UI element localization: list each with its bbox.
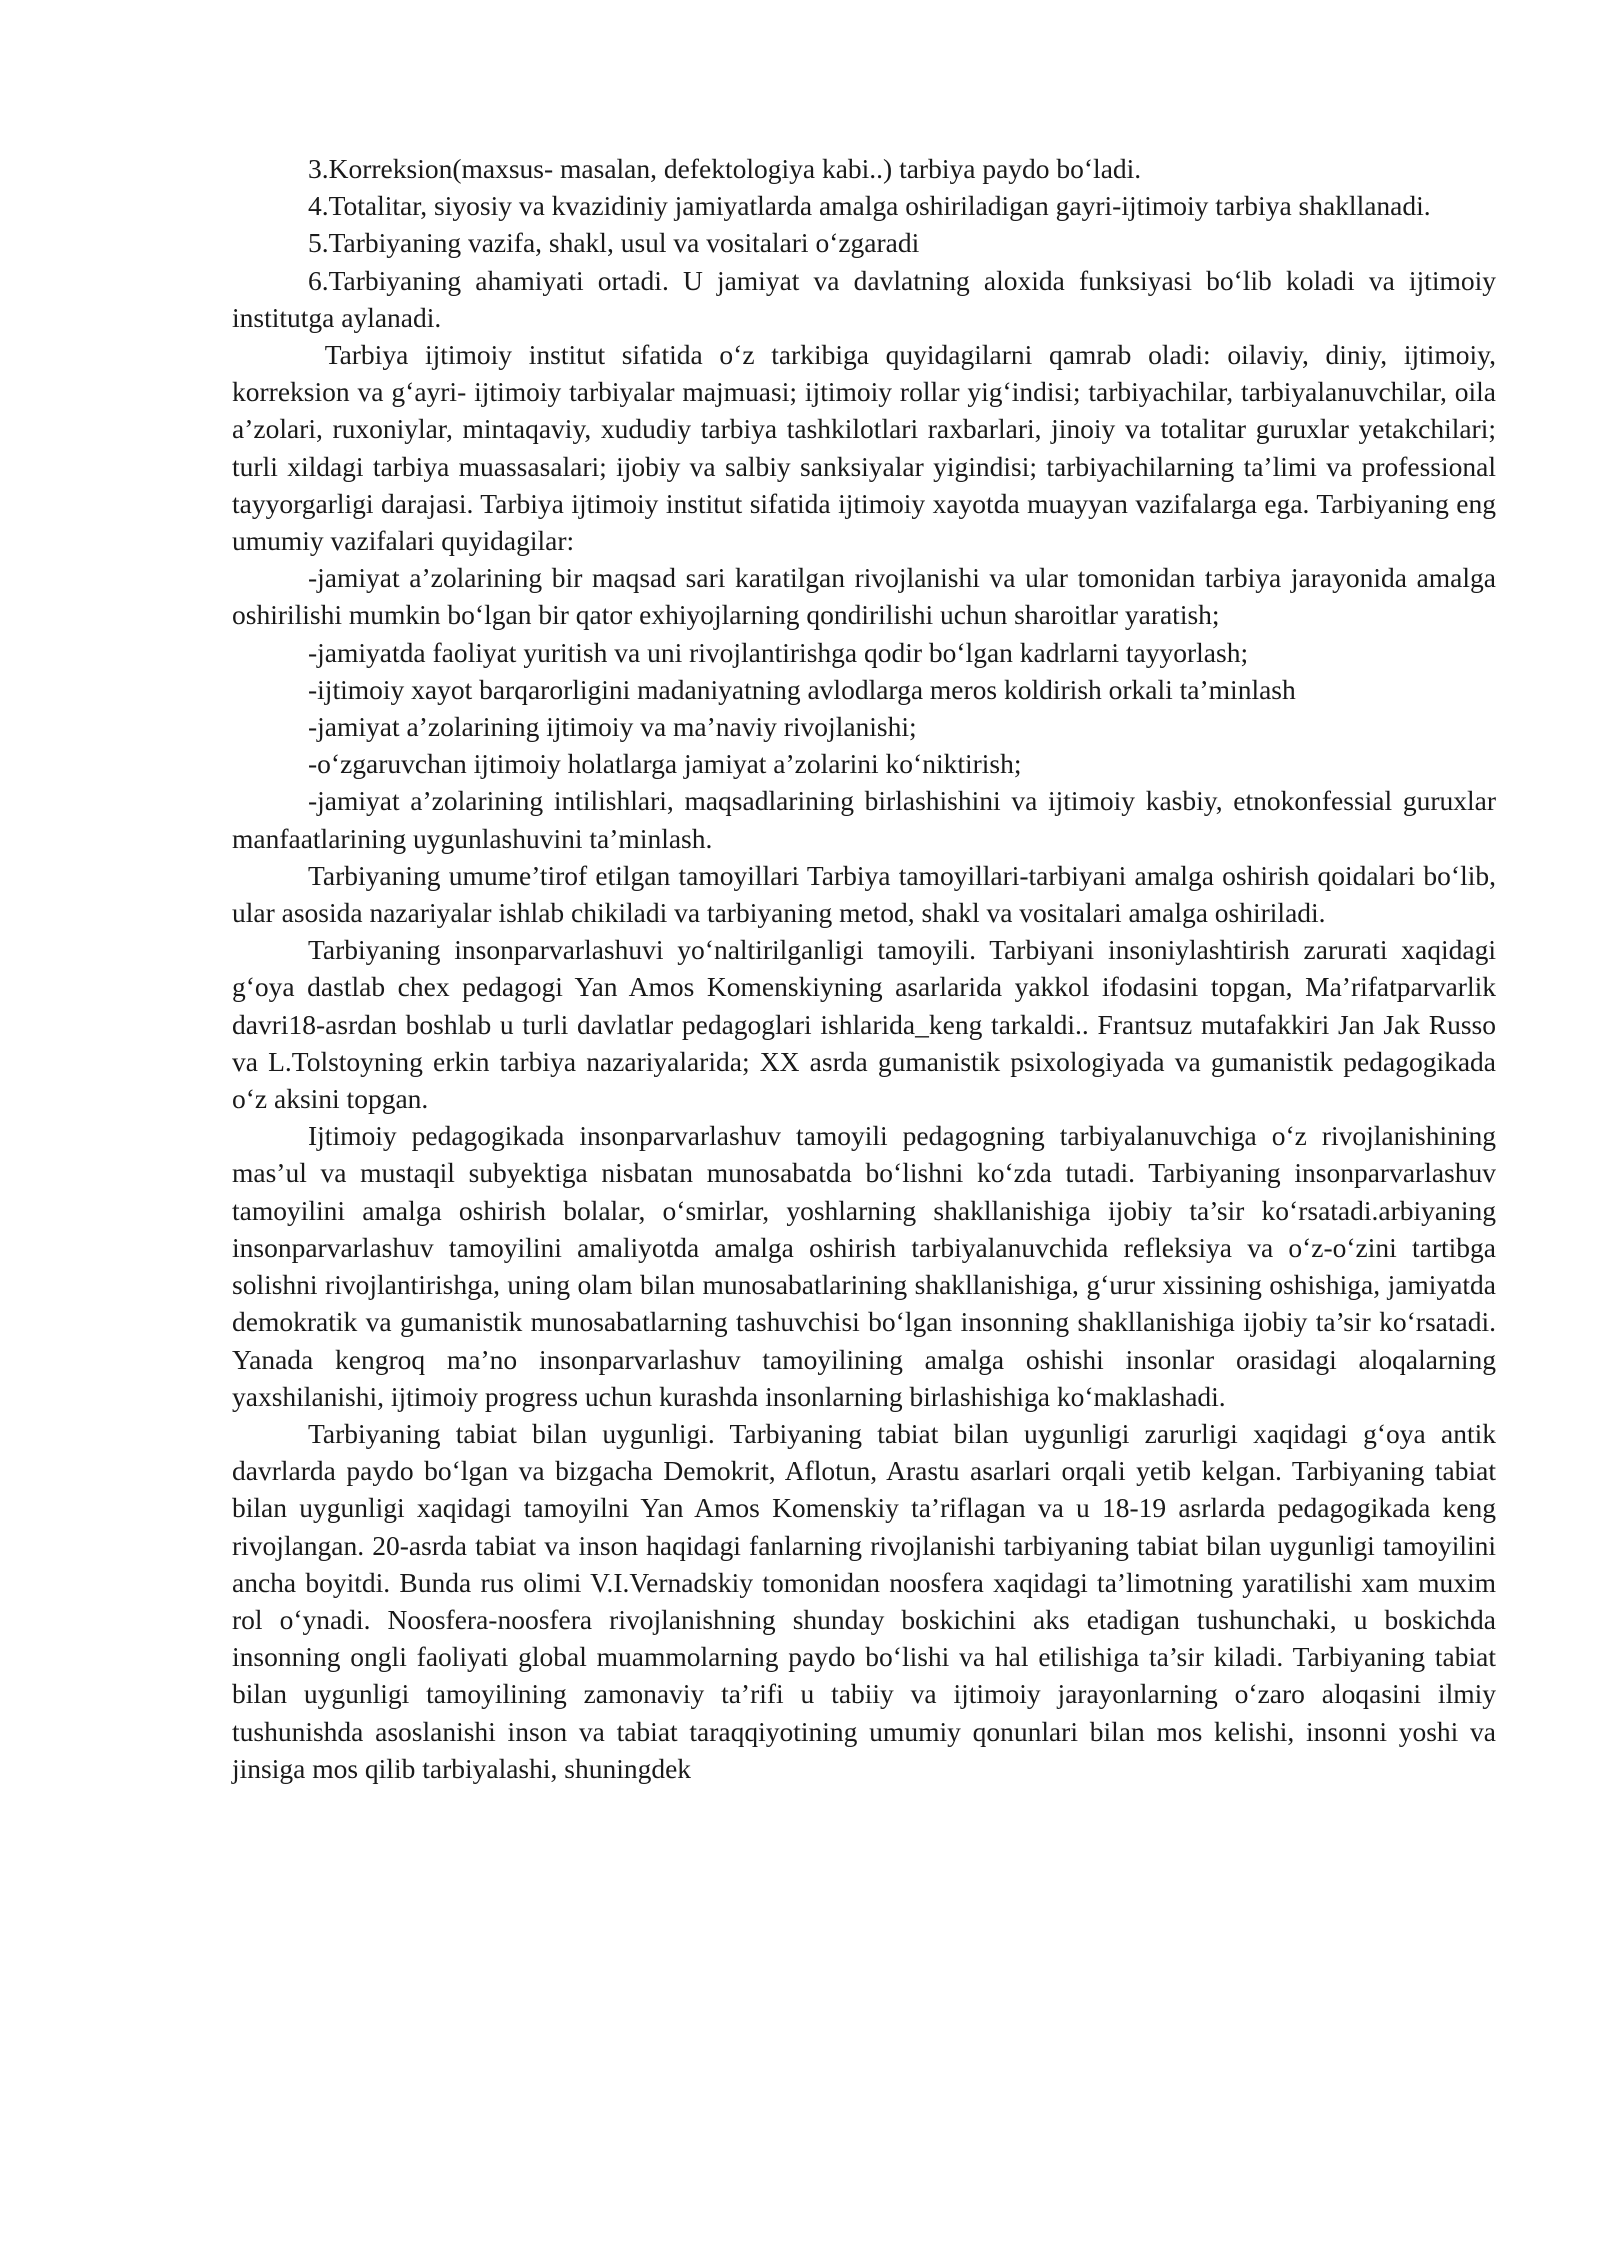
list-item: -o‘zgaruvchan ijtimoiy holatlarga jamiyat a’zolarini ko‘niktirish; xyxy=(308,748,1022,780)
paragraph: Tarbiyaning insonparvarlashuvi yo‘naltirilganligi tamoyili. Tarbiyani insoniylashtirish zarurati xaqidagi g‘oya dastlab chex pedagogi Yan Amos Komenskiyning asarlarida yakkol ifodasini topgan, Ma’rifatparvarlik davri18-asrdan boshlab u turli davlatlar pedagoglari ishlarida_keng tarkaldi.. Frantsuz mutafakkiri Jan Jak Russo va L.Tolstoyning erkin tarbiya nazariyalarida; XX asrda gumanistik psixologiyada va gumanistik pedagogikada o‘z aksini topgan. xyxy=(232,934,1496,1115)
paragraph: 5.Tarbiyaning vazifa, shakl, usul va vositalari o‘zgaradi xyxy=(308,227,920,259)
list-item: -jamiyat a’zolarining bir maqsad sari karatilgan rivojlanishi va ular tomonidan tarbiya jarayonida amalga oshirilishi mumkin bo‘lgan bir qator exhiyojlarning qondirilishi uchun sharoitlar yaratish; xyxy=(232,562,1496,631)
paragraph: 3.Korreksion(maxsus- masalan, defektologiya kabi..) tarbiya paydo bo‘ladi. xyxy=(308,153,1142,184)
list-item: -jamiyat a’zolarining intilishlari, maqsadlarining birlashishini va ijtimoiy kasbiy, etnokonfessial guruxlar manfaatlarining uygunlashuvini ta’minlash. xyxy=(232,785,1496,854)
paragraph: Tarbiya ijtimoiy institut sifatida o‘z tarkibiga quyidagilarni qamrab oladi: oilaviy, diniy, ijtimoiy, korreksion va g‘ayri- ijtimoiy tarbiyalar majmuasi; ijtimoiy rollar yig‘indisi; tarbiyachilar, tarbiyalanuvchilar, oila a’zolari, ruxoniylar, mintaqaviy, xududiy tarbiya tashkilotlari raxbarlari, jinoiy va totalitar guruxlar yetakchilari; turli xildagi tarbiya muassasalari; ijobiy va salbiy sanksiyalar yigindisi; tarbiyachilarning ta’limi va professional tayyorgarligi darajasi. Tarbiya ijtimoiy institut sifatida ijtimoiy xayotda muayyan vazifalarga ega. Tarbiyaning eng umumiy vazifalari quyidagilar: xyxy=(232,339,1503,557)
paragraph: Tarbiyaning umume’tirof etilgan tamoyillari Tarbiya tamoyillari-tarbiyani amalga oshirish qoidalari bo‘lib, ular asosida nazariyalar ishlab chikiladi va tarbiyaning metod, shakl va vositalari amalga oshiriladi. xyxy=(232,859,1496,929)
list-item: -jamiyat a’zolarining ijtimoiy va ma’naviy rivojlanishi; xyxy=(308,711,917,743)
paragraph: Tarbiyaning tabiat bilan uygunligi. Tarbiyaning tabiat bilan uygunligi zarurligi xaqidagi g‘oya antik davrlarda paydo bo‘lgan va bizgacha Demokrit, Aflotun, Arastu asarlari orqali yetib kelgan. Tarbiyaning tabiat bilan uygunligi xaqidagi tamoyilni Yan Amos Komenskiy ta’riflagan va u 18-19 asrlarda pedagogikada keng rivojlangan. 20-asrda tabiat va inson haqidagi fanlarning rivojlanishi tarbiyaning tabiat bilan uygunligi tamoyilini ancha boyitdi. Bunda rus olimi V.I.Vernadskiy tomonidan noosfera xaqidagi ta’limotning yaratilishi xam muxim rol o‘ynadi. Noosfera-noosfera rivojlanishning shunday boskichini aks etadigan tushunchaki, u boskichda insonning ongli faoliyati global muammolarning paydo bo‘lishi va hal etilishiga ta’sir kiladi. Tarbiyaning tabiat bilan uygunligi tamoyilining zamonaviy ta’rifi u tabiiy va ijtimoiy jarayonlarning o‘zaro aloqasini ilmiy tushunishda asoslanishi inson va tabiat taraqqiyotining umumiy qonunlari bilan mos kelishi, insonni yoshi va jinsiga mos qilib tarbiyalashi, shuningdek xyxy=(232,1417,1496,1784)
paragraph: Ijtimoiy pedagogikada insonparvarlashuv tamoyili pedagogning tarbiyalanuvchiga o‘z rivojlanishining mas’ul va mustaqil subyektiga nisbatan munosabatda bo‘lishni ko‘zda tutadi. Tarbiyaning insonparvarlashuv tamoyilini amalga oshirish bolalar, o‘smirlar, yoshlarning shakllanishiga ijobiy ta’sir ko‘rsatadi.arbiyaning insonparvarlashuv tamoyilini amaliyotda amalga oshirish tarbiyalanuvchida refleksiya va o‘z-o‘zini tartibga solishni rivojlantirishga, uning olam bilan munosabatlarining shakllanishiga, g‘urur xissining oshishiga, jamiyatda demokratik va gumanistik munosabatlarning tashuvchisi bo‘lgan insonning shakllanishiga ijobiy ta’sir ko‘rsatadi. Yanada kengroq ma’no insonparvarlashuv tamoyilining amalga oshishi insonlar orasidagi aloqalarning yaxshilanishi, ijtimoiy progress uchun kurashda insonlarning birlashishiga ko‘maklashadi. xyxy=(232,1120,1496,1412)
list-item: -ijtimoiy xayot barqarorligini madaniyatning avlodlarga meros koldirish orkali ta’minlash xyxy=(308,673,1296,705)
paragraph: 4.Totalitar, siyosiy va kvazidiniy jamiyatlarda amalga oshiriladigan gayri-ijtimoiy tarbiya shakllanadi. xyxy=(308,190,1431,222)
document-page xyxy=(232,150,1503,1787)
list-item: -jamiyatda faoliyat yuritish va uni rivojlantirishga qodir bo‘lgan kadrlarni tayyorlash; xyxy=(308,636,1249,668)
paragraph: 6.Tarbiyaning ahamiyati ortadi. U jamiyat va davlatning aloxida funksiyasi bo‘lib koladi va ijtimoiy institutga aylanadi. xyxy=(232,264,1496,333)
